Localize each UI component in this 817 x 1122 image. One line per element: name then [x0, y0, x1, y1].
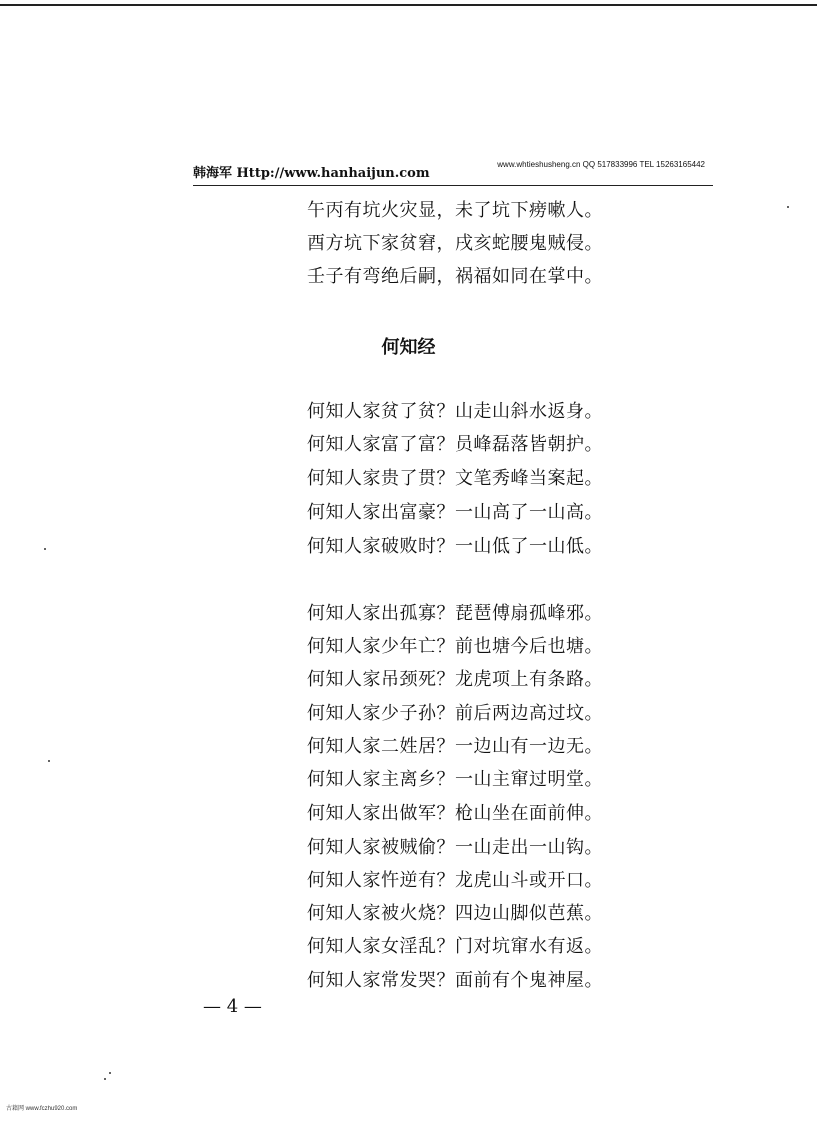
verse-line: 何知人家出做军？枪山坐在面前伸。 — [307, 803, 603, 824]
header-contact-info: www.whtieshusheng.cn QQ 517833996 TEL 15263165442 — [497, 160, 705, 169]
verse-line: 何知人家破败时？一山低了一山低。 — [307, 536, 603, 557]
verse-line: 何知人家二姓居？一边山有一边无。 — [307, 736, 603, 757]
verse-line: 何知人家少子孙？前后两边高过坟。 — [307, 703, 603, 724]
verse-line: 午丙有坑火灾显，未了坑下痨嗽人。 — [307, 200, 603, 221]
page-number: — 4 — — [203, 996, 262, 1017]
verse-line: 何知人家被火烧？四边山脚似芭蕉。 — [307, 903, 603, 924]
scan-speck — [44, 548, 46, 550]
verse-line: 何知人家贫了贫？山走山斜水返身。 — [307, 401, 603, 422]
footer-watermark: 古籍网 www.fczhu920.com — [6, 1106, 78, 1112]
verse-line: 何知人家常发哭？面前有个鬼神屋。 — [307, 970, 603, 991]
verse-line: 何知人家被贼偷？一山走出一山钩。 — [307, 837, 603, 858]
verse-line: 何知人家主离乡？一山主窜过明堂。 — [307, 769, 603, 790]
top-border-line — [0, 4, 817, 6]
verse-line: 何知人家忤逆有？龙虎山斗或开口。 — [307, 870, 603, 891]
verse-line: 何知人家少年亡？前也塘今后也塘。 — [307, 636, 603, 657]
verse-line: 何知人家吊颈死？龙虎项上有条路。 — [307, 669, 603, 690]
scan-speck — [109, 1072, 111, 1074]
scan-speck — [104, 1078, 106, 1080]
scan-speck — [787, 206, 789, 208]
verse-line: 何知人家贵了贯？文笔秀峰当案起。 — [307, 468, 603, 489]
section-title: 何知经 — [381, 337, 436, 358]
verse-line: 酉方坑下家贫窘，戌亥蛇腰鬼贼侵。 — [307, 233, 603, 254]
verse-line: 壬子有弯绝后嗣，祸福如同在掌中。 — [307, 266, 603, 287]
verse-line: 何知人家出富豪？一山高了一山高。 — [307, 502, 603, 523]
verse-line: 何知人家出孤寡？琵琶傅扇孤峰邪。 — [307, 603, 603, 624]
page-header — [193, 160, 713, 182]
scan-speck — [48, 760, 50, 762]
verse-line: 何知人家女淫乱？门对坑窜水有返。 — [307, 936, 603, 957]
header-divider — [193, 185, 713, 186]
verse-line: 何知人家富了富？员峰磊落皆朝护。 — [307, 434, 603, 455]
header-site-title: 韩海军 Http://www.hanhaijun.com — [193, 166, 430, 181]
